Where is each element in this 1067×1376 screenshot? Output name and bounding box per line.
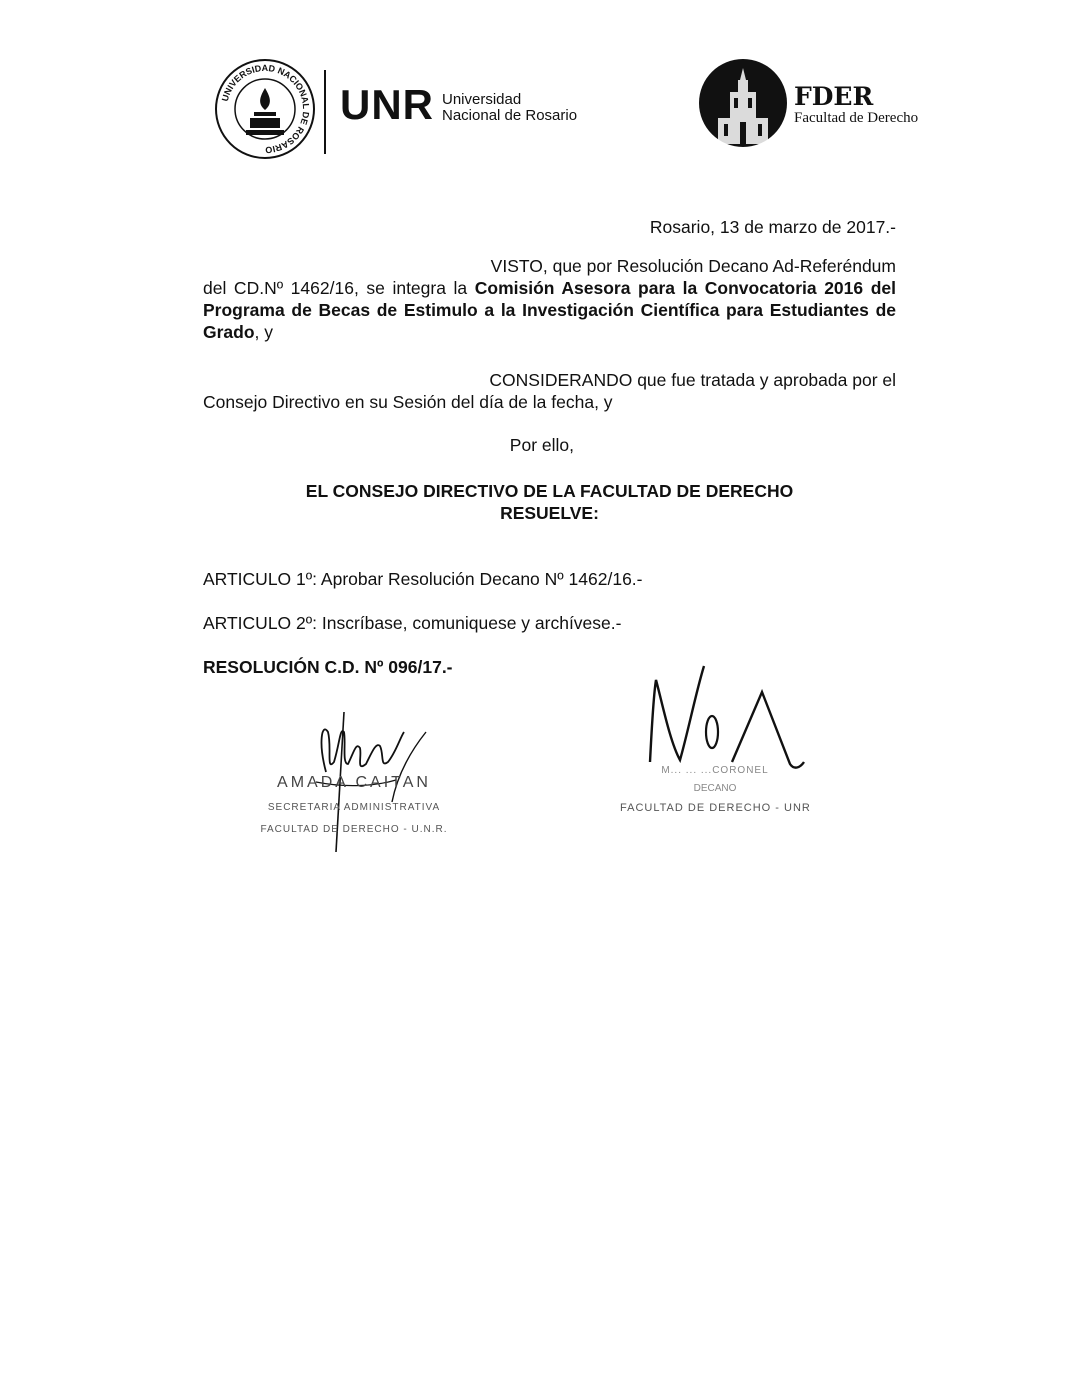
consejo-heading-line1: EL CONSEJO DIRECTIVO DE LA FACULTAD DE DERECHO [305,481,794,501]
por-ello: Por ello, [509,435,574,455]
consejo-heading [203,480,896,524]
left-signatory-institution: FACULTAD DE DERECHO - U.N.R. [260,824,448,835]
visto-bold-title: Comisión Asesora para la Convocatoria 2016 del Programa de Becas de Estimulo a la Investigación Científica para Estudiantes de Grado [203,278,896,342]
right-signatory-title: DECANO [693,783,737,794]
visto-paragraph [203,277,896,343]
unr-name-line2: Nacional de Rosario [442,107,578,124]
unr-wordmark: UNR [340,81,434,128]
unr-seal-logo [214,58,316,160]
fder-building-logo [698,58,788,148]
left-signatory-name: AMADA CAITAN [277,774,431,791]
fder-subtitle: Facultad de Derecho [794,110,919,126]
articulo-1: ARTICULO 1º: Aprobar Resolución Decano Nº 1462/16.- [203,569,643,589]
unr-full-name [442,92,577,124]
articulo-2: ARTICULO 2º: Inscríbase, comuniquese y archívese.- [203,613,622,633]
left-signatory-title: SECRETARIA ADMINISTRATIVA [267,802,441,813]
visto-lead: del CD.Nº 1462/16, se integra la [203,278,475,298]
document-date: Rosario, 13 de marzo de 2017.- [649,217,896,237]
considerando-first-line: CONSIDERANDO que fue tratada y aprobada por el [489,370,896,390]
right-signature-scribble [640,652,820,782]
right-signatory-institution: FACULTAD DE DERECHO - UNR [620,802,811,814]
seal-text: UNIVERSIDAD NACIONAL DE ROSARIO [219,62,312,156]
considerando-second-line: Consejo Directivo en su Sesión del día de la fecha, y [203,392,613,412]
fder-title: FDER [794,82,874,111]
visto-first-line: VISTO, que por Resolución Decano Ad-Referéndum [490,256,896,276]
unr-name-line1: Universidad [442,91,522,108]
visto-tail: , y [254,322,274,342]
header-divider [324,70,326,154]
right-signatory-name: M... ... ...CORONEL [661,765,769,776]
consejo-heading-line2: RESUELVE: [500,503,599,523]
resolucion-number: RESOLUCIÓN C.D. Nº 096/17.- [203,657,453,677]
